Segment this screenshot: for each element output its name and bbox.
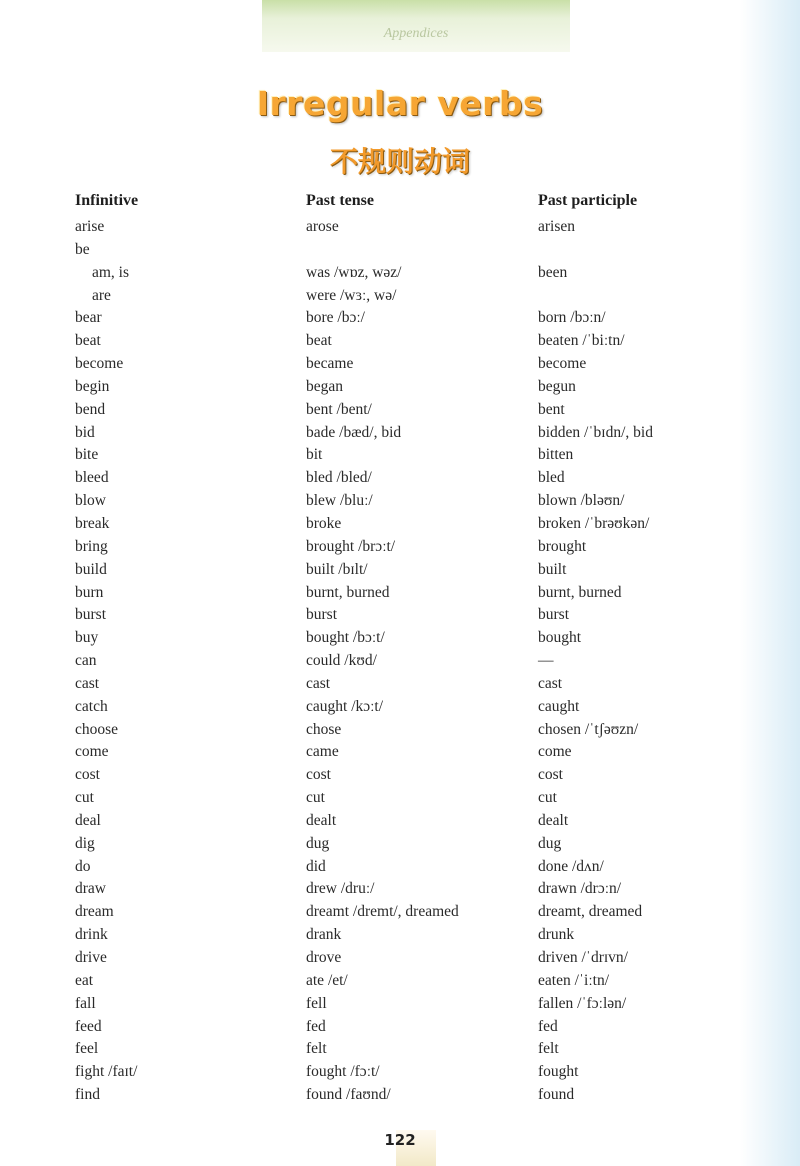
past-tense-cell: drove	[306, 949, 342, 966]
infinitive-cell: deal	[75, 811, 101, 829]
infinitive-cell: cut	[75, 789, 94, 807]
infinitive-cell: cost	[75, 766, 100, 784]
past-participle-cell: drawn /drɔːn/	[538, 880, 622, 898]
past-tense-cell: drew /druː/	[306, 880, 375, 898]
past-participle-cell: bidden /ˈbɪdn/, bid	[538, 423, 653, 441]
infinitive-cell: drink	[75, 926, 108, 944]
column-header-past-tense: Past tense	[306, 192, 374, 209]
table-row	[75, 467, 715, 490]
past-participle-cell: blown /bləʊn/	[538, 492, 625, 510]
past-participle-cell: bent	[538, 400, 565, 418]
section-header-band	[262, 0, 570, 52]
table-row	[75, 353, 715, 376]
table-row	[75, 285, 715, 308]
past-tense-cell: bought /bɔːt/	[306, 629, 385, 647]
past-participle-cell: bled	[538, 469, 565, 487]
table-row	[75, 582, 715, 605]
past-participle-cell: broken /ˈbrəʊkən/	[538, 514, 650, 532]
past-participle-cell: done /dʌn/	[538, 857, 604, 875]
past-participle-cell: fought	[538, 1063, 579, 1081]
past-participle-cell: bought	[538, 629, 582, 647]
infinitive-cell: dream	[75, 903, 114, 921]
past-tense-cell: was /wɒz, wəz/	[306, 263, 402, 281]
past-tense-cell: arose	[306, 218, 339, 235]
past-tense-cell: began	[306, 377, 344, 395]
infinitive-cell: eat	[75, 971, 94, 989]
past-participle-cell: arisen	[538, 218, 576, 235]
table-row	[75, 810, 715, 833]
past-tense-cell: ate /et/	[306, 971, 348, 989]
table-row	[75, 399, 715, 422]
table-row	[75, 239, 715, 262]
past-tense-cell: broke	[306, 514, 342, 532]
past-tense-cell: fed	[306, 1017, 326, 1035]
past-participle-cell: driven /ˈdrɪvn/	[538, 949, 628, 966]
past-tense-cell: dug	[306, 834, 330, 852]
past-participle-cell: bitten	[538, 446, 574, 464]
past-tense-cell: came	[306, 743, 339, 761]
past-tense-cell: burst	[306, 606, 337, 624]
table-row	[75, 422, 715, 445]
infinitive-cell: bend	[75, 400, 106, 418]
past-participle-cell: felt	[538, 1040, 559, 1058]
page-subtitle: 不规则动词	[329, 145, 470, 178]
irregular-verbs-table	[75, 188, 715, 1107]
past-tense-cell: bore /bɔː/	[306, 309, 365, 327]
table-row	[75, 719, 715, 742]
infinitive-cell: bear	[75, 309, 102, 327]
infinitive-cell: dig	[75, 834, 95, 852]
infinitive-cell: burst	[75, 606, 106, 624]
past-participle-cell: brought	[538, 537, 587, 555]
infinitive-cell: bleed	[75, 469, 109, 487]
past-participle-cell: chosen /ˈtʃəʊzn/	[538, 720, 639, 738]
past-tense-cell: bent /bent/	[306, 400, 372, 418]
infinitive-cell: are	[92, 286, 111, 304]
past-participle-cell: begun	[538, 377, 576, 395]
infinitive-cell: bite	[75, 446, 99, 464]
past-tense-cell: blew /bluː/	[306, 492, 373, 510]
past-participle-cell: fed	[538, 1017, 558, 1035]
past-tense-cell: bit	[306, 446, 323, 464]
past-participle-cell: cast	[538, 674, 563, 692]
infinitive-cell: blow	[75, 492, 106, 510]
infinitive-cell: build	[75, 560, 107, 578]
past-participle-cell: found	[538, 1086, 575, 1104]
past-participle-cell: cost	[538, 766, 563, 784]
infinitive-cell: bring	[75, 537, 108, 555]
infinitive-cell: bid	[75, 423, 95, 441]
past-tense-cell: fell	[306, 994, 327, 1012]
table-row	[75, 262, 715, 285]
infinitive-cell: fight /faɪt/	[75, 1063, 138, 1081]
infinitive-cell: burn	[75, 583, 104, 601]
infinitive-cell: draw	[75, 880, 106, 898]
table-row	[75, 924, 715, 947]
table-row	[75, 833, 715, 856]
past-participle-cell: caught	[538, 697, 580, 715]
infinitive-cell: become	[75, 355, 124, 373]
section-label: Appendices	[383, 26, 449, 41]
table-row	[75, 1084, 715, 1107]
infinitive-cell: feed	[75, 1017, 102, 1035]
past-tense-cell: chose	[306, 720, 342, 738]
column-header-past-participle: Past participle	[538, 192, 638, 209]
past-tense-cell: cost	[306, 766, 331, 784]
table-row	[75, 536, 715, 559]
table-row	[75, 490, 715, 513]
past-tense-cell: caught /kɔːt/	[306, 697, 384, 715]
table-row	[75, 627, 715, 650]
infinitive-cell: buy	[75, 629, 99, 647]
table-row	[75, 444, 715, 467]
past-tense-cell: became	[306, 355, 354, 373]
table-row	[75, 993, 715, 1016]
past-tense-cell: burnt, burned	[306, 583, 390, 601]
past-tense-cell: built /bɪlt/	[306, 560, 368, 578]
table-row	[75, 741, 715, 764]
past-participle-cell: been	[538, 263, 568, 281]
infinitive-cell: am, is	[92, 263, 130, 281]
past-tense-cell: dealt	[306, 811, 337, 829]
infinitive-cell: choose	[75, 720, 119, 738]
table-row	[75, 673, 715, 696]
table-row	[75, 216, 715, 239]
past-participle-cell: dug	[538, 834, 562, 852]
table-row	[75, 513, 715, 536]
past-tense-cell: brought /brɔːt/	[306, 537, 396, 555]
past-participle-cell: —	[538, 652, 554, 670]
infinitive-cell: catch	[75, 697, 108, 715]
table-row	[75, 764, 715, 787]
table-header-row	[75, 188, 715, 216]
past-participle-cell: come	[538, 743, 572, 761]
table-row	[75, 970, 715, 993]
table-row	[75, 1061, 715, 1084]
infinitive-cell: find	[75, 1086, 100, 1104]
past-participle-cell: burnt, burned	[538, 583, 622, 601]
past-tense-cell: could /kʊd/	[306, 652, 377, 670]
table-row	[75, 1038, 715, 1061]
past-tense-cell: cut	[306, 789, 325, 807]
past-participle-cell: burst	[538, 606, 569, 624]
page-number: 122	[384, 1131, 416, 1149]
past-participle-cell: cut	[538, 789, 557, 807]
past-tense-cell: found /faʊnd/	[306, 1086, 391, 1104]
infinitive-cell: arise	[75, 218, 105, 235]
table-row	[75, 376, 715, 399]
infinitive-cell: feel	[75, 1040, 99, 1058]
past-tense-cell: bled /bled/	[306, 469, 372, 487]
table-row	[75, 330, 715, 353]
past-participle-cell: dreamt, dreamed	[538, 903, 643, 921]
past-tense-cell: fought /fɔːt/	[306, 1063, 380, 1081]
past-tense-cell: did	[306, 857, 326, 875]
past-participle-cell: born /bɔːn/	[538, 309, 606, 327]
past-participle-cell: become	[538, 355, 587, 373]
infinitive-cell: come	[75, 743, 109, 761]
past-tense-cell: beat	[306, 332, 332, 350]
past-tense-cell: dreamt /dremt/, dreamed	[306, 903, 459, 921]
table-row	[75, 696, 715, 719]
past-participle-cell: drunk	[538, 926, 575, 944]
infinitive-cell: beat	[75, 332, 101, 350]
table-row	[75, 856, 715, 879]
table-row	[75, 901, 715, 924]
table-row	[75, 650, 715, 673]
table-row	[75, 307, 715, 330]
past-participle-cell: eaten /ˈiːtn/	[538, 971, 610, 989]
past-participle-cell: built	[538, 560, 567, 578]
past-participle-cell: fallen /ˈfɔːlən/	[538, 994, 627, 1012]
infinitive-cell: cast	[75, 674, 100, 692]
infinitive-cell: drive	[75, 949, 107, 966]
past-tense-cell: bade /bæd/, bid	[306, 423, 402, 441]
table-row	[75, 878, 715, 901]
page-title: Irregular verbs	[256, 84, 544, 123]
infinitive-cell: can	[75, 652, 97, 670]
past-participle-cell: beaten /ˈbiːtn/	[538, 332, 625, 350]
table-row	[75, 559, 715, 582]
past-tense-cell: cast	[306, 674, 331, 692]
infinitive-cell: fall	[75, 994, 96, 1012]
column-header-infinitive: Infinitive	[75, 192, 139, 209]
past-participle-cell: dealt	[538, 811, 569, 829]
table-row	[75, 787, 715, 810]
infinitive-cell: be	[75, 240, 90, 258]
past-tense-cell: were /wɜː, wə/	[306, 286, 397, 304]
table-row	[75, 604, 715, 627]
table-row	[75, 1016, 715, 1039]
table-row	[75, 947, 715, 970]
infinitive-cell: break	[75, 514, 110, 532]
infinitive-cell: do	[75, 857, 91, 875]
infinitive-cell: begin	[75, 377, 110, 395]
past-tense-cell: felt	[306, 1040, 327, 1058]
past-tense-cell: drank	[306, 926, 342, 944]
